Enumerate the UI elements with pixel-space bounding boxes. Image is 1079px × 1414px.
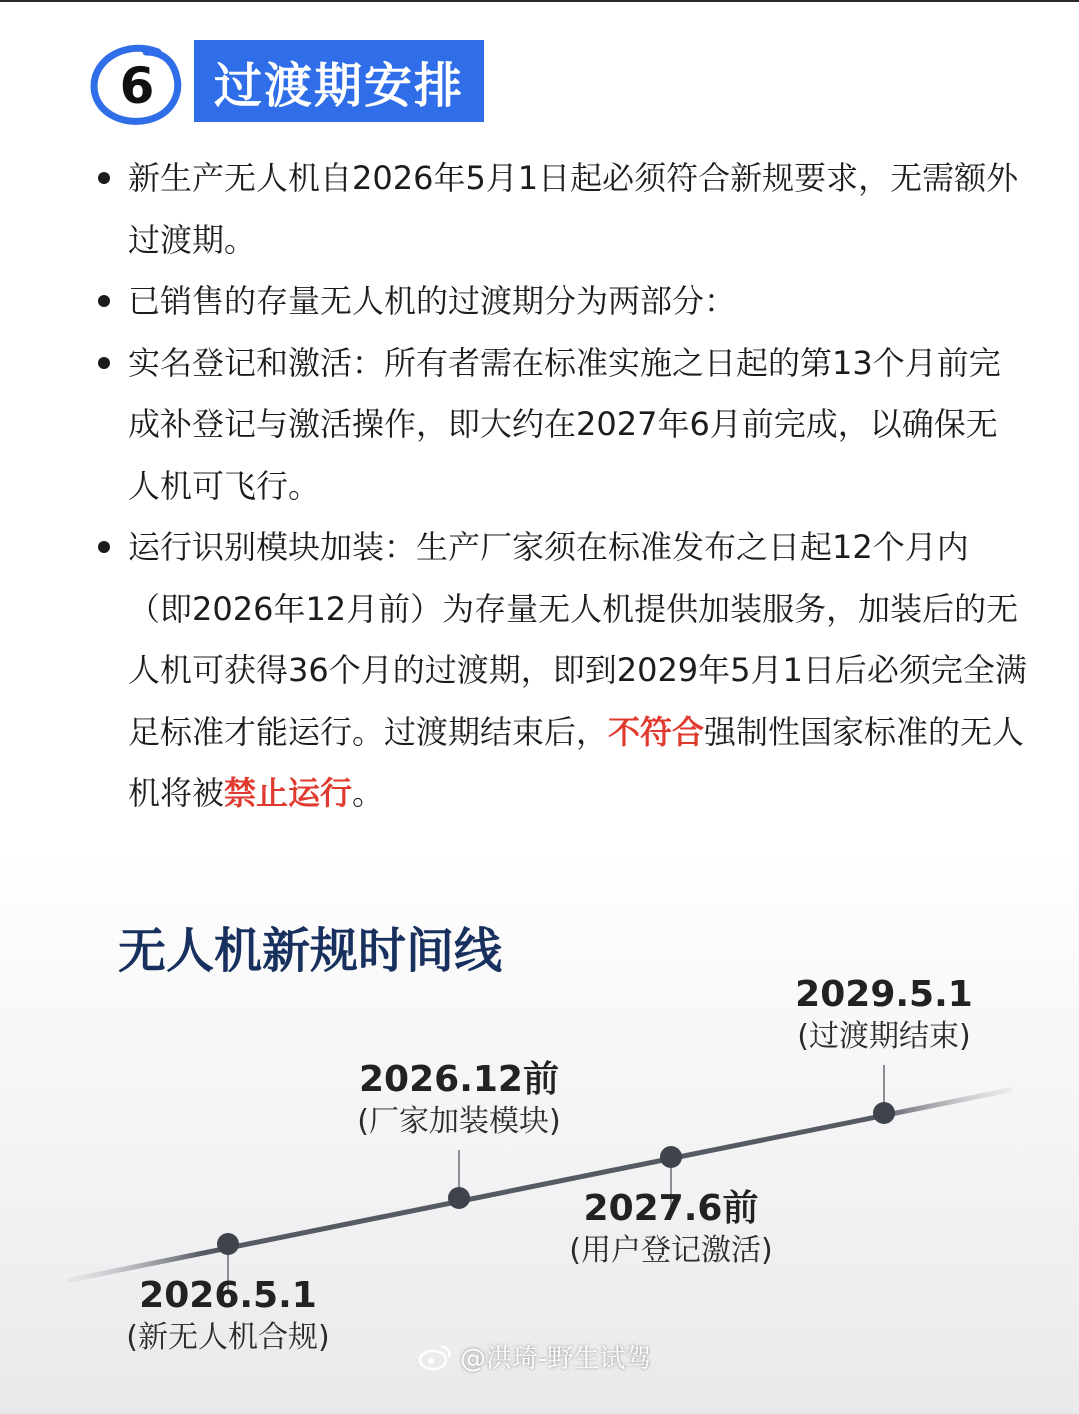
section-title: 过渡期安排	[194, 40, 484, 122]
bullet-dot-icon	[98, 541, 110, 553]
bullet-text: 运行识别模块加装：生产厂家须在标准发布之日起12个月内（即2026年12月前）为存量无人机提供加装服务，加装后的无人机可获得36个月的过渡期，即到2029年5月1日后必须完全满足标准才能运行。过渡期结束后，	[128, 528, 1027, 751]
bullet-item	[98, 517, 1028, 825]
bullet-dot-icon	[98, 172, 110, 184]
bullet-dot-icon	[98, 357, 110, 369]
milestone-label	[734, 973, 1034, 1057]
bullet-text: 已销售的存量无人机的过渡期分为两部分：	[128, 282, 737, 320]
bullet-text: 。	[352, 774, 385, 812]
milestone-label	[78, 1274, 378, 1358]
milestone-dot	[448, 1187, 470, 1209]
timeline-title: 无人机新规时间线	[118, 923, 503, 979]
milestone-desc: (用户登记激活)	[569, 1233, 773, 1268]
bullet-text: 新生产无人机自2026年5月1日起必须符合新规要求，无需额外过渡期。	[128, 159, 1019, 259]
milestone-dot	[217, 1233, 239, 1255]
section-number-badge	[88, 40, 184, 128]
watermark	[418, 1338, 651, 1375]
bullet-item	[98, 148, 1028, 271]
milestone-label	[521, 1187, 821, 1271]
bullet-text: 强制性国家标准的无人机将被	[128, 712, 1025, 812]
weibo-icon	[418, 1343, 452, 1371]
milestone-label	[309, 1058, 609, 1142]
watermark-text: @洪琦-野生试驾	[460, 1344, 652, 1374]
milestone-date: 2026.5.1	[139, 1275, 317, 1316]
milestone-desc: (厂家加装模块)	[357, 1104, 561, 1139]
bullet-item	[98, 271, 1028, 333]
section-number: 6	[119, 57, 155, 115]
milestone-dot	[873, 1102, 895, 1124]
milestone-date: 2026.12前	[359, 1059, 559, 1100]
bullet-dot-icon	[98, 295, 110, 307]
bullet-list	[98, 148, 1028, 825]
milestone-desc: (过渡期结束)	[797, 1019, 971, 1054]
emphasis-text: 不符合	[608, 712, 705, 751]
milestone-dot	[660, 1146, 682, 1168]
milestone-date: 2029.5.1	[795, 974, 973, 1015]
milestone-desc: (新无人机合规)	[126, 1320, 330, 1355]
milestone-date: 2027.6前	[583, 1188, 759, 1229]
top-rule	[0, 0, 1079, 2]
emphasis-text: 禁止运行	[224, 774, 353, 812]
bullet-text: 实名登记和激活：所有者需在标准实施之日起的第13个月前完成补登记与激活操作，即大约在2027年6月前完成，以确保无人机可飞行。	[128, 343, 1001, 505]
bullet-item	[98, 333, 1028, 518]
